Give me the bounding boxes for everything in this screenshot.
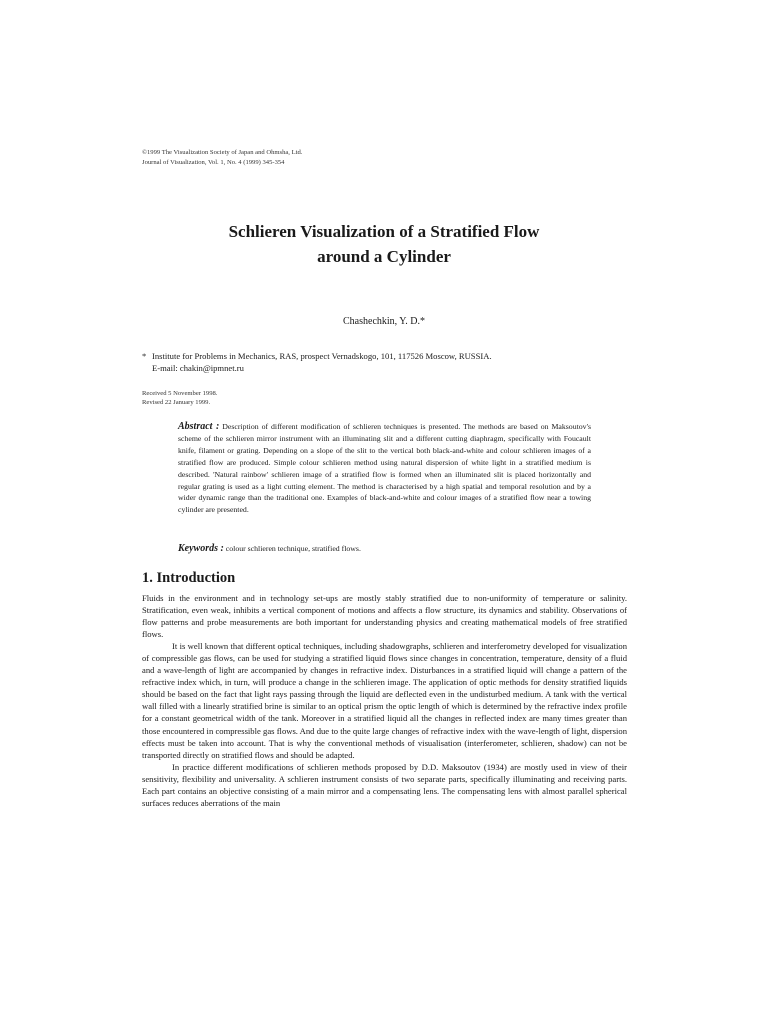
submission-dates (142, 389, 217, 407)
journal-citation: Journal of Visualization, Vol. 1, No. 4 (1999) 345-354 (142, 159, 285, 166)
affiliation (142, 350, 492, 374)
journal-header (142, 148, 302, 168)
abstract (178, 421, 591, 516)
title-line-2: around a Cylinder (317, 247, 451, 266)
abstract-text: Description of different modification of schlieren techniques is presented. The methods are based on Maksoutov's scheme of the schlieren mirror instrument with an illuminating slit and a different cutting diaphragm, specifically with Foucault knife, filament or grating. Depending on a slope of the slit to the vertical both black-and-white and colour schlieren images of a stratified flow are produced. Simple colour schlieren method using natural dispersion of white light in a stratified medium is described. 'Natural rainbow' schlieren image of a stratified flow is formed when an illuminated slit is placed horizontally and regular grating is used as a light cutting element. The method is characterised by a high spatial and temporal resolution and by a wider dynamic range than the traditional one. Examples of black-and-white and colour images of a stratified flow near a towing cylinder are presented. (178, 422, 592, 515)
affiliation-marker: * (142, 351, 147, 361)
author-name: Chashechkin, Y. D.* (343, 316, 425, 327)
copyright-line: ©1999 The Visualization Society of Japan and Ohmsha, Ltd. (142, 149, 303, 156)
paragraph: It is well known that different optical techniques, including shadowgraphs, schlieren and interferometry developed for visualization of compressible gas flows, can be used for studying a stratified liquid flows since changes in concentration, temperature, density of a fluid and a wave-length of light are accompanied by changes in refractive index. Disturbances in a stratified liquid will change a pattern of the refractive index which, in turn, will produce a change in the schlieren image. The application of optic methods for density stratified liquids should be based on the fact that light rays passing through the liquid are deflected even in the undisturbed medium. A tank with the vertical wall filled with a linearly stratified brine is similar to an optical prism the optic length of which is determined by the refractive index profile for a constant geometrical width of the tank. Moreover in a stratified liquid all the changes in reflected index are many times greater than those encountered in compressible gas flows. And due to the quite large changes of refractive index with the wave-length of light, dispersion effects must be taken into account. That is why the conventional methods of visualisation (interferometer, schlieren, shadow) can not be transported directly on stratified flows and should be adapted. (142, 641, 627, 760)
affiliation-institute: Institute for Problems in Mechanics, RAS, prospect Vernadskogo, 101, 117526 Moscow, RUSSIA. (152, 351, 492, 361)
paragraph: In practice different modifications of schlieren methods proposed by D.D. Maksoutov (1934) are mostly used in view of their sensitivity, flexibility and universality. A schlieren instrument consists of two separate parts, specifically illuminating and receiving parts. Each part contains an objective consisting of a main mirror and a compensating lens. The compensating lens with almost parallel spherical surfaces reduces aberrations of the main (142, 761, 627, 808)
keywords-text: colour schlieren technique, stratified flows. (225, 544, 361, 553)
abstract-label: Abstract : (178, 421, 220, 432)
paragraph: Fluids in the environment and in technology set-ups are mostly stably stratified due to non-uniformity of temperature or salinity. Stratification, even weak, inhibits a vertical component of motions and affects a flow structure, its dynamics and stability. Observations of flow patterns and probe measurements are both important for understanding physics and creating mathematical models of free stratified flows. (142, 593, 627, 640)
paper-title (0, 219, 768, 269)
affiliation-email: E-mail: chakin@ipmnet.ru (152, 363, 244, 373)
title-line-1: Schlieren Visualization of a Stratified Flow (228, 222, 540, 241)
section-heading: 1. Introduction (142, 570, 236, 586)
keywords (178, 543, 361, 554)
keywords-label: Keywords : (178, 543, 224, 554)
received-date: Received 5 November 1998. (142, 390, 218, 397)
section-body (142, 592, 627, 809)
revised-date: Revised 22 January 1999. (142, 399, 211, 406)
